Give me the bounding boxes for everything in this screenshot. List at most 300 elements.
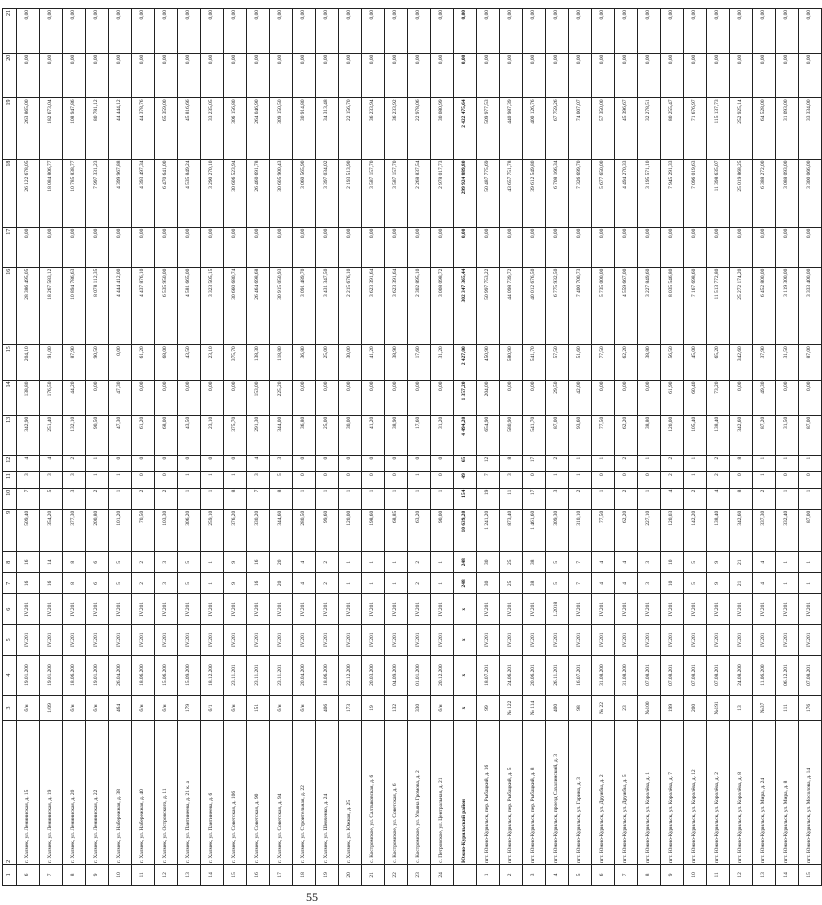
table-cell: 14 <box>3 380 17 415</box>
table-cell: IV.201 <box>500 594 523 625</box>
table-cell: 2 <box>132 552 155 573</box>
table-cell: 39 612 549,80 <box>523 159 546 227</box>
table-cell: 5 <box>3 625 17 656</box>
table-cell: 30 914,80 <box>293 98 316 159</box>
table-cell: 22.12.200 <box>339 655 362 695</box>
table-cell: IV.201 <box>316 625 339 656</box>
table-cell: 0,00 <box>293 53 316 98</box>
table-cell: IV.201 <box>339 594 362 625</box>
table-cell: 33 235,05 <box>201 98 224 159</box>
table-cell: 7 <box>477 472 500 488</box>
table-cell: 3 587 157,70 <box>385 159 408 227</box>
table-cell: 17 <box>523 455 546 471</box>
table-cell: 36 233,94 <box>362 98 385 159</box>
table-cell: б/н <box>17 695 40 721</box>
table-cell: 1.2018 <box>546 594 569 625</box>
table-cell: 3 397 034,02 <box>316 159 339 227</box>
table-cell: IV.201 <box>17 594 40 625</box>
table-cell: 51,60 <box>569 345 592 380</box>
table-cell: 0,00 <box>86 227 109 267</box>
table-cell: 7 <box>569 552 592 573</box>
table-cell: IV.201 <box>385 594 408 625</box>
table-cell: 0,00 <box>155 380 178 415</box>
table-row <box>385 9 408 886</box>
table-cell: 10 785 838,77 <box>63 159 86 227</box>
table-cell: 0,00 <box>270 53 293 98</box>
table-row <box>316 9 339 886</box>
table-cell: 5 <box>178 573 201 594</box>
table-cell: 1 <box>385 488 408 509</box>
table-cell: 1 <box>293 488 316 509</box>
table-cell: №100 <box>638 695 661 721</box>
table-row <box>339 9 362 886</box>
table-cell: IV.201 <box>109 594 132 625</box>
table-cell: 354,20 <box>40 509 63 551</box>
table-cell: 14 <box>776 864 799 885</box>
table-cell: 251,40 <box>40 415 63 455</box>
table-cell: 26 122 678,05 <box>17 159 40 227</box>
table-cell: 0,00 <box>155 53 178 98</box>
table-cell: 7 997 331,23 <box>86 159 109 227</box>
table-cell: IV.201 <box>569 625 592 656</box>
table-cell: 0,00 <box>569 9 592 54</box>
table-cell: 0,00 <box>638 53 661 98</box>
table-cell: 2 <box>707 455 730 471</box>
table-cell: 309 150,50 <box>270 98 293 159</box>
table-cell: 1 461,60 <box>523 509 546 551</box>
table-cell: 87,20 <box>753 415 776 455</box>
table-cell: 5 <box>546 552 569 573</box>
table-cell: 11 398 635,07 <box>707 159 730 227</box>
table-cell: 20 <box>270 573 293 594</box>
table-cell: 1 241,20 <box>477 509 500 551</box>
table-row <box>661 9 684 886</box>
table-cell: 0,00 <box>730 9 753 54</box>
table-cell: 0 <box>730 472 753 488</box>
table-cell: IV.201 <box>132 625 155 656</box>
address-cell: пгт. Южно-Курильск, ул. Королёва, д. 2 <box>707 721 730 864</box>
table-cell: 15 <box>224 864 247 885</box>
table-cell: 15 <box>3 345 17 380</box>
table-cell: IV.201 <box>431 625 454 656</box>
table-cell: 13 <box>730 695 753 721</box>
table-cell: IV.201 <box>569 594 592 625</box>
table-cell: 5 <box>684 573 707 594</box>
table-cell: 0,00 <box>316 380 339 415</box>
table-cell: 11 <box>3 472 17 488</box>
page-number: 55 <box>306 890 318 904</box>
table-cell: 0,00 <box>63 9 86 54</box>
table-cell: 1/09 <box>40 695 63 721</box>
table-cell: IV.201 <box>799 625 822 656</box>
table-cell: 3 323 505,15 <box>201 267 224 345</box>
table-cell: 248 <box>454 573 477 594</box>
table-cell: 62,20 <box>615 509 638 551</box>
address-cell: 2 <box>3 721 17 864</box>
table-cell: 3 <box>63 472 86 488</box>
table-cell: 1 <box>799 573 822 594</box>
table-cell: 3 333 400,00 <box>799 267 822 345</box>
table-cell: 0,00 <box>684 9 707 54</box>
table-cell: 77,50 <box>592 509 615 551</box>
table-cell: 6 708 166,34 <box>546 159 569 227</box>
table-cell: x <box>454 695 477 721</box>
table-cell: 8 035 546,80 <box>661 267 684 345</box>
table-cell: 0 <box>592 472 615 488</box>
table-cell: 0,00 <box>178 380 201 415</box>
table-cell: 2 <box>316 573 339 594</box>
table-cell: 1 <box>201 488 224 509</box>
table-cell: 299 924 889,80 <box>454 159 477 227</box>
table-cell: 61,20 <box>132 415 155 455</box>
table-cell: 68,00 <box>155 415 178 455</box>
table-cell: 0,00 <box>707 9 730 54</box>
table-cell: 0 <box>293 455 316 471</box>
table-cell: 5 <box>546 573 569 594</box>
table-cell: 200 <box>684 695 707 721</box>
table-row <box>500 9 523 886</box>
table-cell: 9 <box>224 552 247 573</box>
table-cell: 1 <box>362 573 385 594</box>
table-cell: 0,00 <box>339 53 362 98</box>
table-cell: 44 098 739,72 <box>500 267 523 345</box>
table-cell: 3 119 300,00 <box>776 267 799 345</box>
table-cell: 1 <box>178 488 201 509</box>
table-cell: 0,00 <box>707 227 730 267</box>
table-cell: 1 <box>431 488 454 509</box>
table-cell: 4 437 876,10 <box>132 267 155 345</box>
table-cell: 0,00 <box>316 227 339 267</box>
table-cell: 376,20 <box>224 509 247 551</box>
table-cell: 23 <box>615 695 638 721</box>
table-cell: 8 <box>3 552 17 573</box>
address-cell: с. Петровское, ул. Центральная, д. 21 <box>431 721 454 864</box>
table-cell: 44 378,76 <box>132 98 155 159</box>
table-cell: 15.06.200 <box>155 655 178 695</box>
table-cell: 16.07.201 <box>569 655 592 695</box>
table-cell: IV.201 <box>109 625 132 656</box>
table-cell: 50 997 753,22 <box>477 267 500 345</box>
table-cell: 0,00 <box>247 227 270 267</box>
table-cell: 0 <box>362 472 385 488</box>
table-cell: 0,00 <box>730 227 753 267</box>
table-cell: 16 <box>3 267 17 345</box>
table-cell: 5 <box>40 488 63 509</box>
table-cell: 0,00 <box>776 227 799 267</box>
table-cell: 0,00 <box>86 53 109 98</box>
table-cell: 1 357,20 <box>454 380 477 415</box>
table-cell: 1 <box>339 552 362 573</box>
table-cell: 10 894 786,63 <box>63 267 86 345</box>
table-cell: 30 <box>477 552 500 573</box>
table-cell: 0 <box>362 455 385 471</box>
table-cell: x <box>454 594 477 625</box>
table-cell: 45 816,66 <box>178 98 201 159</box>
address-cell: пгт. Южно-Курильск, пер. Рыбацкий, д. 16 <box>477 721 500 864</box>
table-cell: 0,00 <box>224 380 247 415</box>
table-cell: 3 088 093,00 <box>776 159 799 227</box>
address-cell: с. Костромское, ул. Салтыковская, д. 6 <box>362 721 385 864</box>
table-cell: 0,00 <box>615 380 638 415</box>
table-cell: 0 <box>776 472 799 488</box>
table-cell: 16 <box>247 573 270 594</box>
table-cell: 1 <box>316 488 339 509</box>
table-cell: 0,00 <box>40 9 63 54</box>
table-cell: 13 <box>753 864 776 885</box>
table-cell: 3 <box>40 472 63 488</box>
table-cell: 0 <box>155 472 178 488</box>
table-cell: 8 078 112,35 <box>86 267 109 345</box>
table-cell: 5 677 650,00 <box>592 159 615 227</box>
table-cell: 309,30 <box>546 509 569 551</box>
table-cell: 1 <box>86 455 109 471</box>
table-cell: 0,00 <box>454 9 477 54</box>
table-cell: 44,20 <box>63 380 86 415</box>
table-cell: 0,00 <box>201 9 224 54</box>
table-cell: 9 <box>707 552 730 573</box>
table-cell: 15 <box>799 864 822 885</box>
rotated-table-container <box>2 8 813 886</box>
table-cell: 0,00 <box>293 227 316 267</box>
table-cell: 2 193 513,90 <box>339 159 362 227</box>
table-cell: 56,50 <box>661 345 684 380</box>
table-cell: 63,20 <box>408 509 431 551</box>
table-cell: 1 <box>201 573 224 594</box>
table-cell: 4 <box>707 488 730 509</box>
table-cell: IV.201 <box>661 594 684 625</box>
table-cell: 0,00 <box>17 53 40 98</box>
table-cell: IV.201 <box>155 625 178 656</box>
table-cell: IV.201 <box>661 625 684 656</box>
table-cell: 0 <box>132 472 155 488</box>
table-cell: 2 <box>546 455 569 471</box>
table-cell: 13 <box>178 864 201 885</box>
table-cell: 19.01.200 <box>17 655 40 695</box>
table-cell: 18 267 583,12 <box>40 267 63 345</box>
table-cell: 18.07.201 <box>477 655 500 695</box>
table-cell: 11 <box>132 864 155 885</box>
table-cell: 108 947,86 <box>63 98 86 159</box>
address-cell: пгт. Южно-Курильск, ул. Королёва, д. 7 <box>661 721 684 864</box>
table-cell: 17 <box>523 488 546 509</box>
table-cell: 0 <box>615 472 638 488</box>
table-cell: 111 <box>776 695 799 721</box>
table-cell: 1 <box>569 455 592 471</box>
table-cell: 9 <box>707 573 730 594</box>
table-cell: 0,00 <box>270 227 293 267</box>
table-cell: 0,00 <box>730 53 753 98</box>
address-cell: г. Халмек, ул. Лениниская, д. 15 <box>17 721 40 864</box>
table-cell: 1 <box>109 472 132 488</box>
table-cell: 8 <box>63 573 86 594</box>
table-cell: 3 <box>3 695 17 721</box>
table-cell: 4 559 667,00 <box>615 267 638 345</box>
table-cell: 7 <box>40 864 63 885</box>
table-cell: 0,00 <box>615 9 638 54</box>
table-cell: 60,40 <box>684 380 707 415</box>
table-row <box>17 9 40 886</box>
table-cell: 1 <box>684 455 707 471</box>
table-row <box>155 9 178 886</box>
table-cell: 3 091 489,70 <box>293 267 316 345</box>
table-cell: 248 <box>454 552 477 573</box>
table-cell: 0,00 <box>707 53 730 98</box>
table-cell: б/н <box>155 695 178 721</box>
table-cell: 377,30 <box>63 509 86 551</box>
table-cell: 28 386 495,05 <box>17 267 40 345</box>
address-cell: пгт. Южно-Курильск, ул. Королёва, д. 1 <box>638 721 661 864</box>
table-cell: 0 <box>339 472 362 488</box>
table-cell: 18.06.200 <box>316 655 339 695</box>
address-cell: г. Халмек, ул. Лениниская, д. 22 <box>86 721 109 864</box>
table-cell: 8 <box>500 455 523 471</box>
table-cell: 138,40 <box>707 509 730 551</box>
table-cell: 44 444,12 <box>109 98 132 159</box>
table-cell: 07.08.201 <box>638 655 661 695</box>
table-cell: 0,00 <box>592 227 615 267</box>
table-cell: 30,00 <box>339 415 362 455</box>
table-cell: 14 <box>40 552 63 573</box>
address-cell: пгт. Южно-Курильск, ул. Дружбы, д. 5 <box>615 721 638 864</box>
table-cell: IV.201 <box>776 594 799 625</box>
table-cell: 4 <box>615 573 638 594</box>
table-cell: 1 <box>362 488 385 509</box>
table-cell: 13 <box>3 415 17 455</box>
table-cell: 19 <box>3 98 17 159</box>
table-cell: 1 <box>776 552 799 573</box>
address-cell: пгт. Южно-Курильск, ул. Королёва, д. 12 <box>684 721 707 864</box>
table-cell: 2 <box>615 488 638 509</box>
table-cell: 1 <box>224 472 247 488</box>
table-cell: 0,00 <box>178 53 201 98</box>
table-cell: 0,00 <box>661 53 684 98</box>
table-cell: 138,80 <box>17 380 40 415</box>
table-cell: 2 <box>500 864 523 885</box>
table-cell: 30 <box>477 573 500 594</box>
table-cell: IV.201 <box>201 594 224 625</box>
table-cell: 38 <box>523 573 546 594</box>
table-cell: б/1 <box>201 695 224 721</box>
table-cell: 4 <box>293 573 316 594</box>
table-cell: 7 326 699,70 <box>569 159 592 227</box>
address-cell: пгт. Южно-Курильск, ул. Гарина, д. 3 <box>569 721 592 864</box>
table-cell: 43,50 <box>178 345 201 380</box>
table-row <box>63 9 86 886</box>
table-cell: 8 <box>224 488 247 509</box>
table-cell: 9 <box>86 864 109 885</box>
table-cell: 2 <box>661 472 684 488</box>
table-row <box>109 9 132 886</box>
table-cell: 0 <box>201 455 224 471</box>
table-cell: 0,00 <box>592 380 615 415</box>
table-cell: IV.201 <box>201 625 224 656</box>
table-cell: 3 <box>270 455 293 471</box>
address-cell: г. Халмек, ул. Советская, д. 94 <box>270 721 293 864</box>
table-cell: 45,00 <box>684 345 707 380</box>
table-cell: 151 <box>247 695 270 721</box>
address-cell: г. Халмек, ул. Лениниская, д. 19 <box>40 721 63 864</box>
table-cell: 20 <box>339 864 362 885</box>
table-cell: 30 605 900,43 <box>270 159 293 227</box>
table-cell: 30 080,99 <box>431 98 454 159</box>
table-cell: 36 233,92 <box>385 98 408 159</box>
table-cell: 0 <box>385 455 408 471</box>
table-cell: 70,50 <box>132 509 155 551</box>
table-cell: 4 <box>293 552 316 573</box>
table-cell: 0,00 <box>109 227 132 267</box>
table-cell: 0,00 <box>684 53 707 98</box>
table-cell: № 122 <box>500 695 523 721</box>
table-cell: 90,50 <box>86 345 109 380</box>
table-cell: 2 <box>132 488 155 509</box>
table-cell: 440 987,39 <box>500 98 523 159</box>
table-cell: IV.201 <box>592 625 615 656</box>
table-cell: 1 <box>684 472 707 488</box>
table-cell: 16 <box>17 552 40 573</box>
table-cell: 3 587 157,70 <box>362 159 385 227</box>
table-cell: 20 <box>270 552 293 573</box>
table-cell: 0,00 <box>615 227 638 267</box>
table-cell: б/н <box>63 695 86 721</box>
table-cell: IV.201 <box>730 625 753 656</box>
table-cell: 8 <box>730 455 753 471</box>
table-cell: 2 422 475,64 <box>454 98 477 159</box>
table-cell: 153,00 <box>247 380 270 415</box>
table-cell: 11 513 772,80 <box>707 267 730 345</box>
table-cell: x <box>454 625 477 656</box>
table-cell: 0,00 <box>201 380 224 415</box>
table-cell: 21 <box>3 9 17 54</box>
table-cell: 2 <box>408 573 431 594</box>
table-cell: 5 <box>684 552 707 573</box>
table-cell: 1 <box>776 573 799 594</box>
table-cell: 6 535 950,00 <box>155 267 178 345</box>
table-cell: 2 302 895,10 <box>408 267 431 345</box>
table-cell: 0,00 <box>63 53 86 98</box>
table-cell: 1 <box>546 472 569 488</box>
table-cell: 3 <box>500 472 523 488</box>
table-cell: 26 460 691,78 <box>247 159 270 227</box>
table-cell: 0,00 <box>109 345 132 380</box>
table-cell: 34 313,48 <box>316 98 339 159</box>
table-cell: 5 <box>569 864 592 885</box>
table-cell: 25 019 868,25 <box>730 159 753 227</box>
table-cell: 22 156,70 <box>339 98 362 159</box>
table-cell: IV.201 <box>270 594 293 625</box>
table-cell: 0,00 <box>799 380 822 415</box>
table-cell: 0,00 <box>178 9 201 54</box>
table-cell: 4 494 270,33 <box>615 159 638 227</box>
table-cell: 0,00 <box>500 9 523 54</box>
table-cell: 0 <box>408 455 431 471</box>
table-cell: 2 <box>132 573 155 594</box>
table-cell: 19.01.200 <box>40 655 63 695</box>
table-cell: 2 <box>155 488 178 509</box>
table-cell: 0 <box>431 472 454 488</box>
table-cell: 1 <box>362 552 385 573</box>
table-cell: 74 007,07 <box>569 98 592 159</box>
table-cell: 509 977,53 <box>477 98 500 159</box>
table-cell: 138,40 <box>707 415 730 455</box>
table-cell <box>454 864 477 885</box>
table-cell: 541,70 <box>523 415 546 455</box>
table-cell: 1 <box>776 488 799 509</box>
table-cell: 176,50 <box>40 380 63 415</box>
table-cell: 18.12.200 <box>201 655 224 695</box>
table-cell: 87,00 <box>546 415 569 455</box>
table-cell: 4 <box>592 573 615 594</box>
table-cell: 80 781,12 <box>86 98 109 159</box>
